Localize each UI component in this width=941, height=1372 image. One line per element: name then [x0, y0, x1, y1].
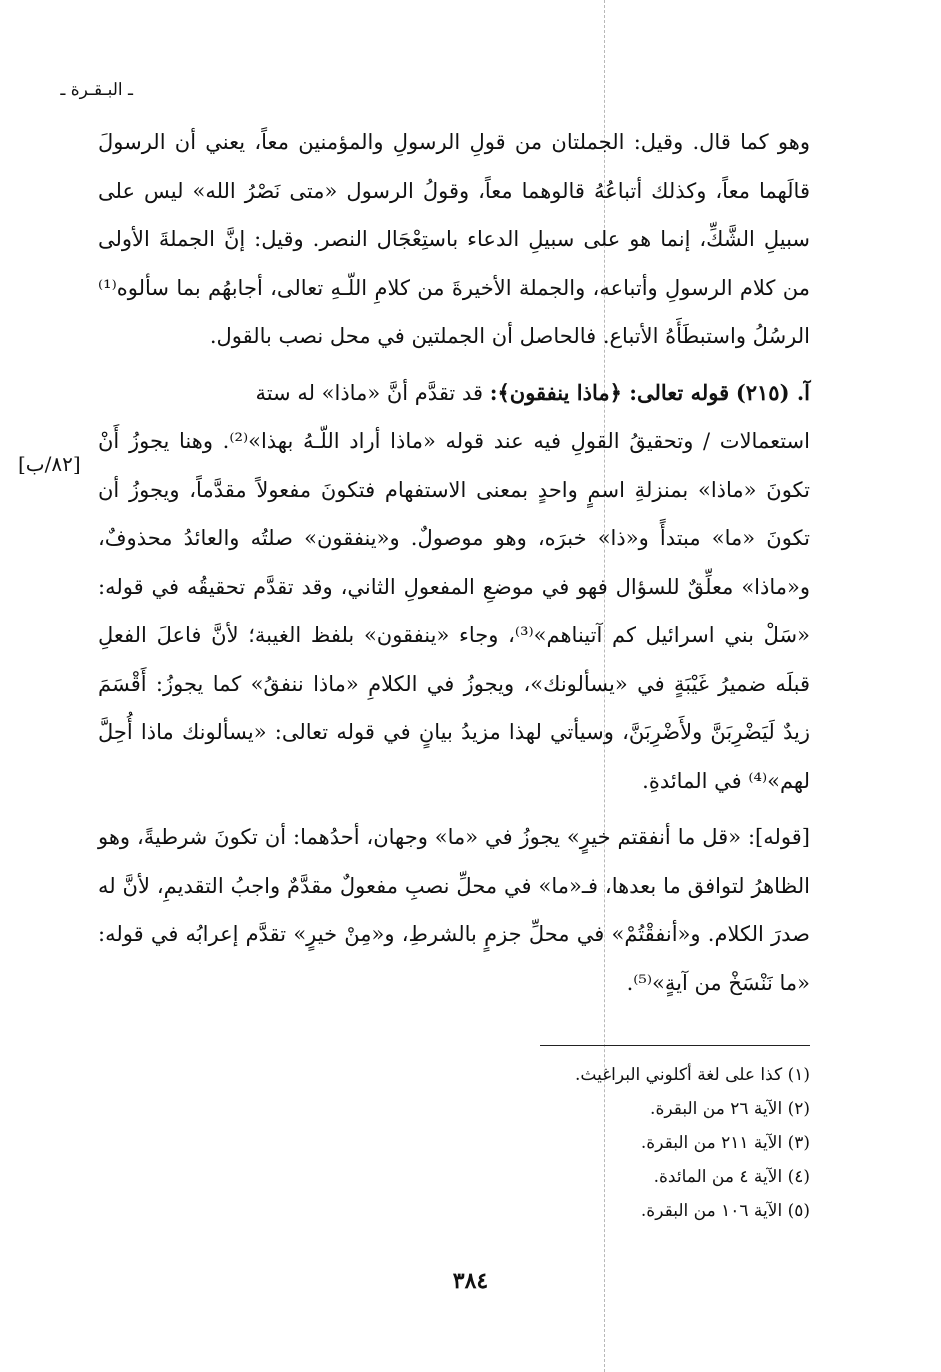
running-title: ـ البـقـرة ـ [60, 80, 133, 100]
verse-label: قوله تعالى: ﴿ماذا ينفقون﴾: [489, 379, 730, 405]
paragraph-1: وهو كما قال. وقيل: الجملتان من قولِ الرسولِ والمؤمنين معاً، يعني أن الرسولَ قالَهما معاً، وكذلك أتباعُهُ قالوهما معاً، وقولُ الرسول «متى نَصْرُ الله» ليس على سبيلِ الشَّكِّ، إنما هو على سبيلِ الدعاء باستِعْجَال النصر. وقيل: إنَّ الجملةَ الأولى من كلام الرسولِ وأتباعه، والجملة الأخيرةَ من كلامِ اللّـهِ تعالى، أجابهُم بما سألوه⁽¹⁾ الرسُلُ واستبطَأَهُ الأتباع. فالحاصل أن الجملتين في محل نصب بالقول. [98, 130, 810, 348]
paragraph-2: استعمالات / وتحقيقُ القولِ فيه عند قوله «ماذا أراد اللّـهُ بهذا»⁽²⁾. وهنا يجوزُ أَنْ تكونَ «ماذا» بمنزلةِ اسمٍ واحدٍ بمعنى الاستفهام فتكونَ مفعولاً مقدَّماً، ويجوزُ أن تكونَ «ما» مبتدأً و«ذا» خبرَه، وهو موصولٌ. و«ينفقون» صلتُه والعائدُ محذوفٌ، و«ماذا» معلِّقٌ للسؤال فهو في موضعِ المفعولِ الثاني، وقد تقدَّم تحقيقُه في قوله: «سَلْ بني اسرائيل كم آتيناهم»⁽³⁾، وجاء «ينفقون» بلفظ الغيبة؛ لأنَّ فاعلَ الفعلِ قبلَه ضميرُ غَيْبَةٍ في «يسألونك»، ويجوزُ في الكلامِ «ماذا ننفقُ» كما يجوزُ: أَقْسَمَ زيدٌ لَيَضْرِبَنَّ ولأَضْرِبَنَّ، وسيأتي لهذا مزيدُ بيانٍ في قوله تعالى: «يسألونك ماذا أُحِلَّ لهم»⁽⁴⁾ في المائدةِ. [98, 429, 810, 793]
verse-number: آ. (٢١٥) [735, 379, 810, 405]
main-text [98, 118, 810, 1007]
footnote-separator [540, 1045, 810, 1046]
margin-folio-note: [٨٢/ب] [18, 452, 81, 476]
footnote-5: (٥) الآية ١٠٦ من البقرة. [640, 1201, 810, 1221]
footnote-4: (٤) الآية ٤ من المائدة. [653, 1167, 810, 1187]
footnote-2: (٢) الآية ٢٦ من البقرة. [650, 1099, 810, 1119]
footnote-1: (١) كذا على لغة أكلوني البراغيث. [575, 1065, 810, 1085]
footnote-3: (٣) الآية ٢١١ من البقرة. [640, 1133, 810, 1153]
paragraph-3: [قوله]: «قل ما أنفقتم خيرٍ» يجوزُ في «ما» وجهان، أحدُهما: أن تكونَ شرطيةً، وهو الظاهرُ لتوافق ما بعدها، فـ«ما» في محلِّ نصبِ مفعولٌ مقدَّمٌ واجبُ التقديمِ، لأنَّ له صدرَ الكلام. و«أنفقْتُمْ» في محلِّ جزمٍ بالشرطِ، و«مِنْ خيرٍ» تقدَّم إعرابُه في قوله: «ما نَنْسَخْ من آيةٍ»⁽⁵⁾. [98, 825, 810, 995]
verse-heading [98, 369, 810, 418]
page-number: ٣٨٤ [452, 1268, 489, 1294]
verse-heading-rest: قد تقدَّم أنَّ «ماذا» له ستة [255, 380, 484, 405]
footnotes [575, 1058, 810, 1228]
